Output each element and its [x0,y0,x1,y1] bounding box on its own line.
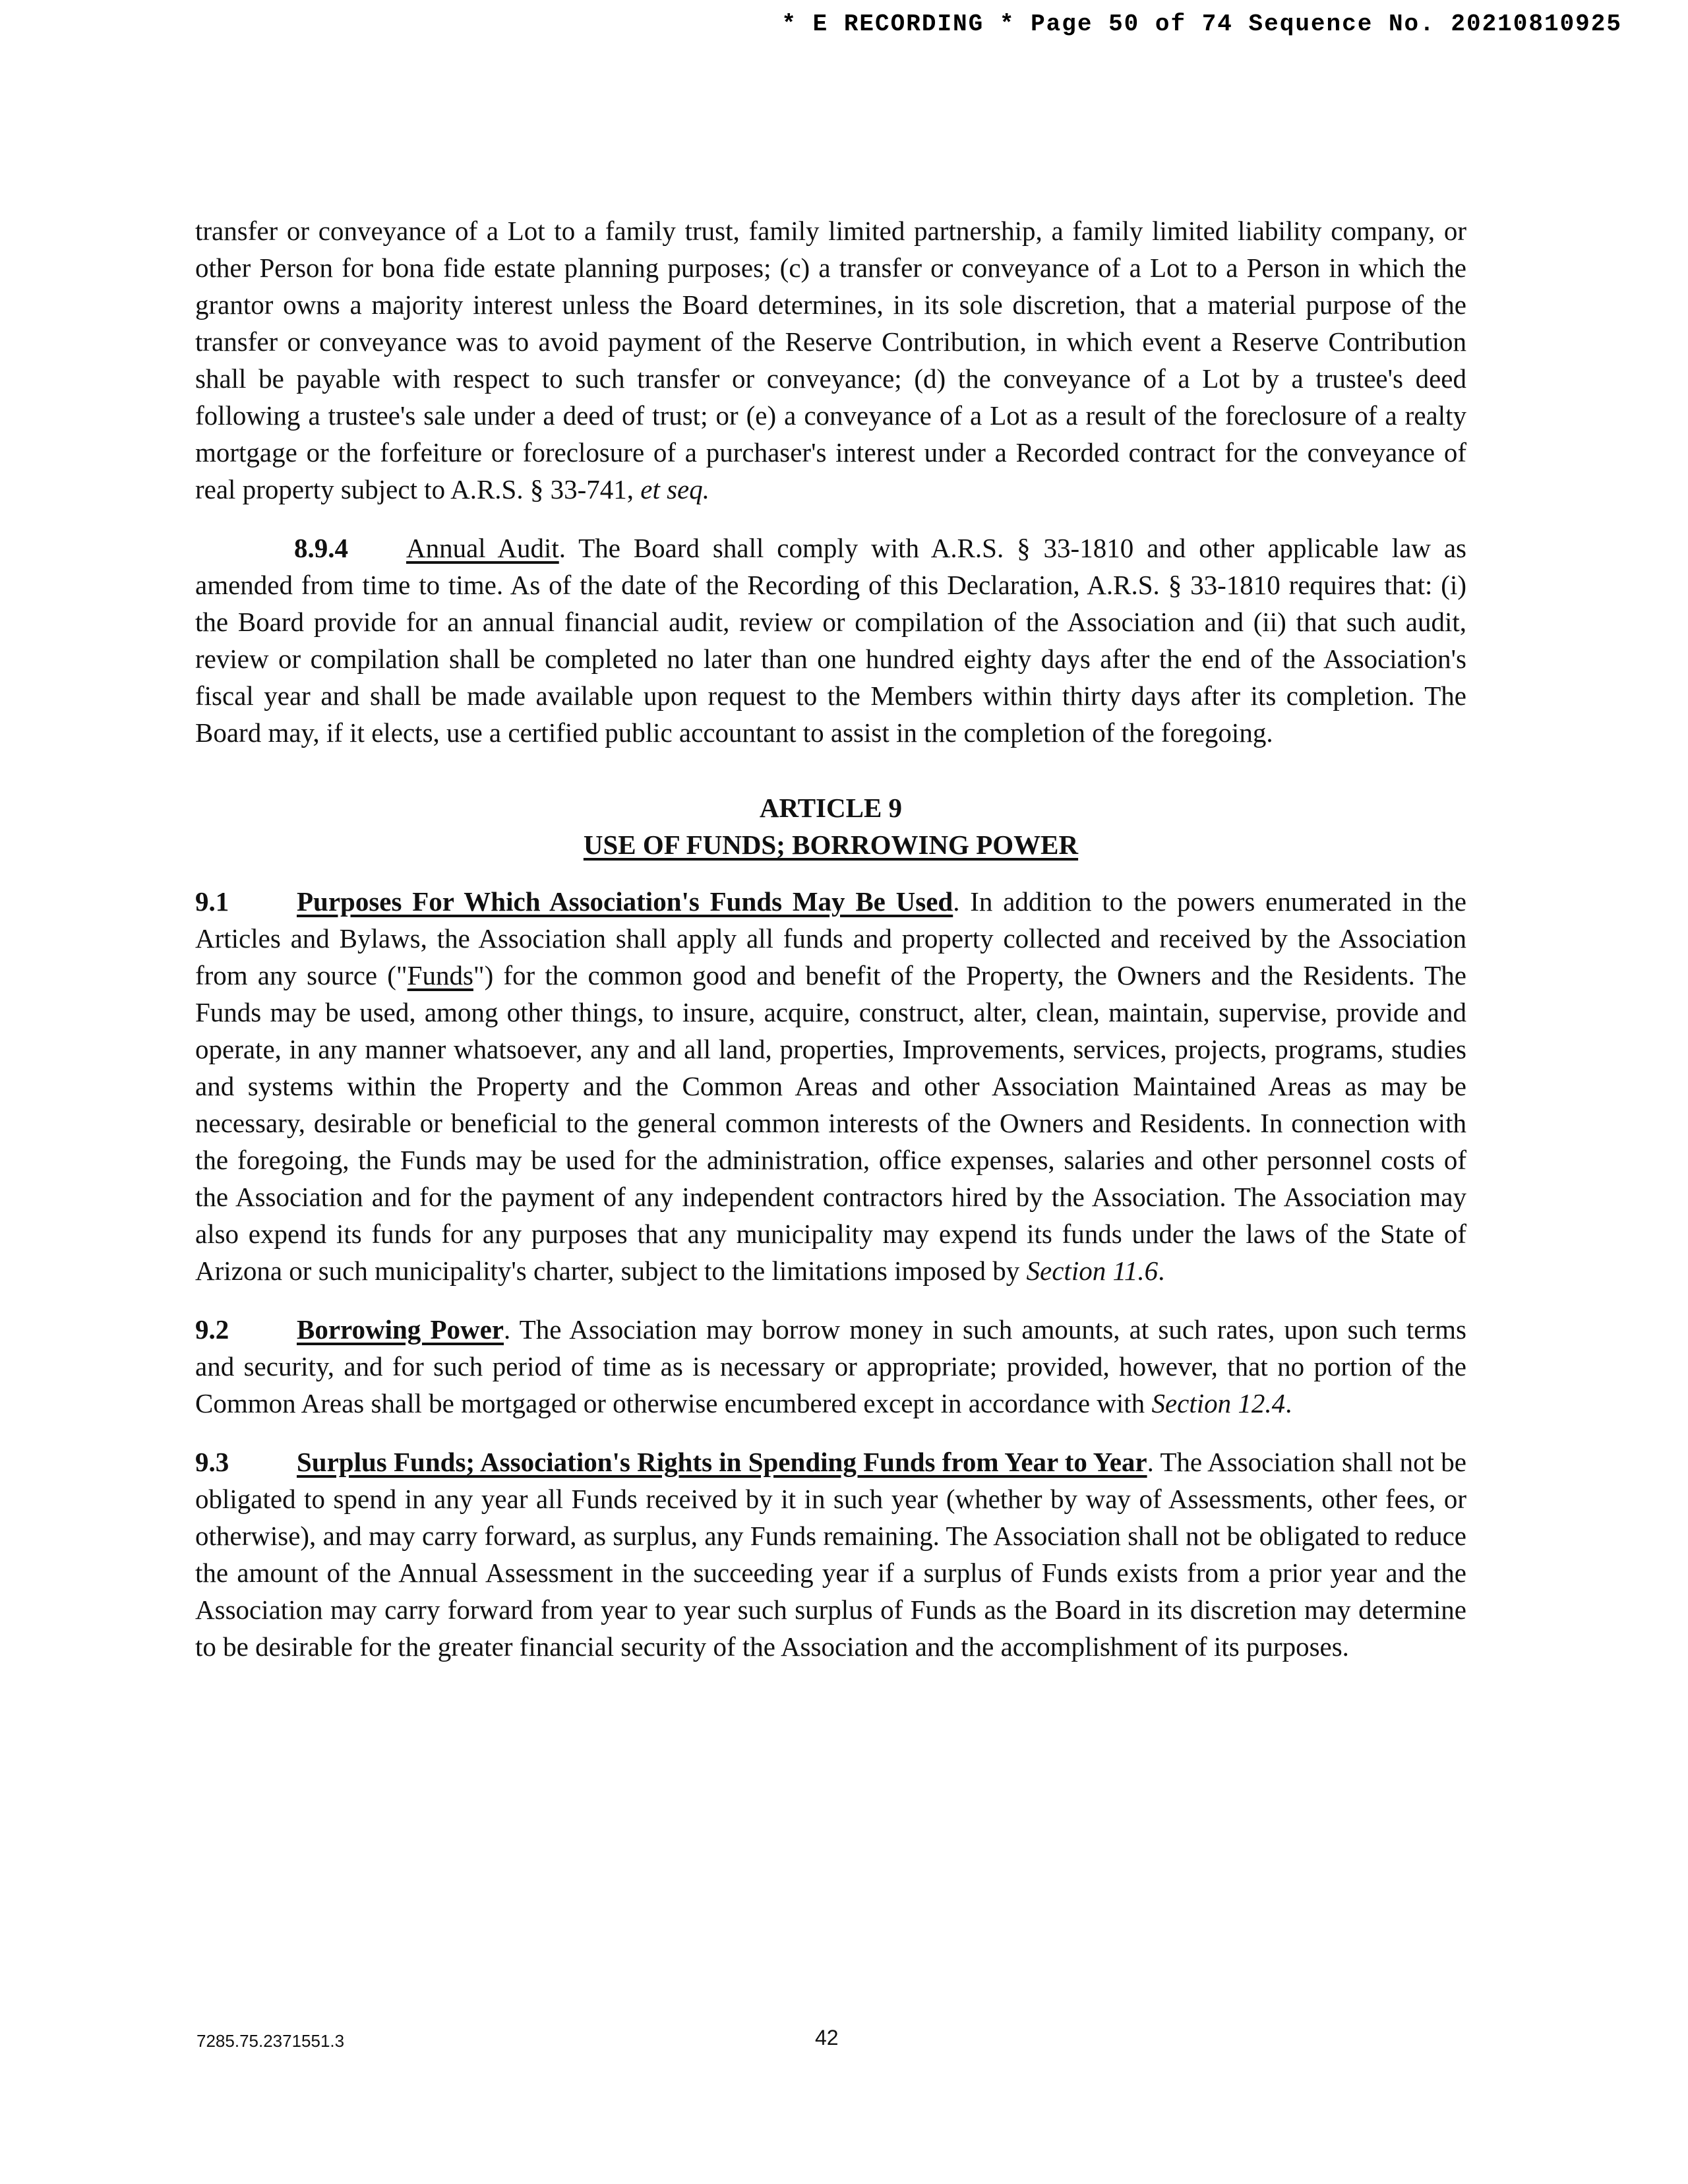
section-reference: Section 12.4 [1151,1388,1286,1418]
continuation-italic: et seq. [640,474,710,504]
section-reference: Section 11.6 [1026,1256,1159,1286]
section-heading: Borrowing Power [297,1314,504,1345]
section-text-continued: ") for the common good and benefit of the Property, the Owners and the Residents. The Funds may be used, among other things, to insure, acquire, construct, alter, clean, maintain, supervise, provide and operate, in any manner whatsoever, any and all land, properties, Improvements, services, projects, programs, studies and systems within the Property and the Common Areas and other Association Maintained Areas as may be necessary, desirable or beneficial to the general common interests of the Owners and Residents. In connection with the foregoing, the Funds may be used for the administration, office expenses, salaries and other personnel costs of the Association and for the payment of any independent contractors hired by the Association. The Association may also expend its funds for any purposes that any municipality may expend its funds under the laws of the State of Arizona or such municipality's charter, subject to the limitations imposed by [195,960,1466,1286]
section-heading: Annual Audit [406,533,559,563]
section-8-9-4 [195,530,1466,751]
section-text: . In addition to the powers enumerated in the Articles and Bylaws, the Association shall apply all funds and property collected and received by the Association from any source (" [195,886,1466,990]
section-9-2 [195,1311,1466,1422]
section-9-1 [195,883,1466,1289]
section-heading: Surplus Funds; Association's Rights in Spending Funds from Year to Year [297,1447,1147,1477]
section-heading: Purposes For Which Association's Funds May Be Used [297,886,953,917]
section-number: 9.3 [195,1447,229,1477]
document-body [195,212,1466,1687]
continuation-text: transfer or conveyance of a Lot to a family trust, family limited partnership, a family limited liability company, or other Person for bona fide estate planning purposes; (c) a transfer or conveyance of a Lot to a Person in which the grantor owns a majority interest unless the Board determines, in its sole discretion, that a material purpose of the transfer or conveyance was to avoid payment of the Reserve Contribution, in which event a Reserve Contribution shall be payable with respect to such transfer or conveyance; (d) the conveyance of a Lot by a trustee's deed following a trustee's sale under a deed of trust; or (e) a conveyance of a Lot as a result of the foreclosure of a realty mortgage or the forfeiture or foreclosure of a purchaser's interest under a Recorded contract for the conveyance of real property subject to A.R.S. § 33-741, [195,216,1466,504]
section-end: . [1158,1256,1165,1286]
section-number: 8.9.4 [294,533,348,563]
section-text: . The Board shall comply with A.R.S. § 33-1810 and other applicable law as amended from time to time. As of the date of the Recording of this Declaration, A.R.S. § 33-1810 requires that: (i) the Board provide for an annual financial audit, review or compilation of the Association and (ii) that such audit, review or compilation shall be completed no later than one hundred eighty days after the end of the Association's fiscal year and shall be made available upon request to the Members within thirty days after its completion. The Board may, if it elects, use a certified public accountant to assist in the completion of the foregoing. [195,533,1466,748]
document-id: 7285.75.2371551.3 [196,2031,345,2051]
section-number: 9.1 [195,886,229,917]
page-number: 42 [815,2026,839,2049]
section-number: 9.2 [195,1314,229,1345]
continuation-paragraph [195,212,1466,508]
defined-term: Funds [407,960,473,990]
section-text: . The Association may borrow money in such amounts, at such rates, upon such terms and security, and for such period of time as is necessary or appropriate; provided, however, that no portion of the Common Areas shall be mortgaged or otherwise encumbered except in accordance with [195,1314,1466,1418]
section-text: . The Association shall not be obligated to spend in any year all Funds received by it in such year (whether by way of Assessments, other fees, or otherwise), and may carry forward, as surplus, any Funds remaining. The Association shall not be obligated to reduce the amount of the Annual Assessment in the succeeding year if a surplus of Funds exists from a prior year and the Association may carry forward from year to year such surplus of Funds as the Board in its discretion may determine to be desirable for the greater financial security of the Association and the accomplishment of its purposes. [195,1447,1466,1662]
article-label: ARTICLE 9 [759,793,903,823]
section-end: . [1285,1388,1292,1418]
section-9-3 [195,1443,1466,1665]
recording-stamp: * E RECORDING * Page 50 of 74 Sequence No. 20210810925 [781,11,1622,38]
article-heading [195,789,1466,863]
article-title: USE OF FUNDS; BORROWING POWER [583,830,1079,860]
